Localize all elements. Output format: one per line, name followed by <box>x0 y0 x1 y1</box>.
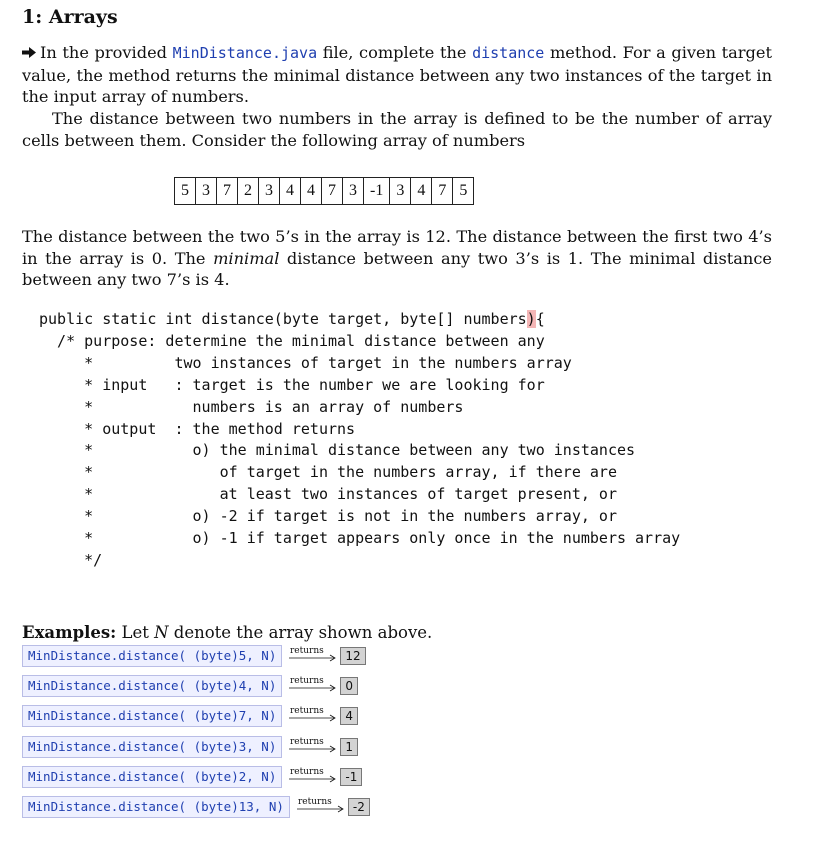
svg-text:returns: returns <box>290 676 325 686</box>
array-cell: 7 <box>322 178 343 205</box>
example-row <box>22 796 370 818</box>
definition-paragraph: The distance between two numbers in the array is defined to be the number of array cells between them. Consider the following array of numbers <box>22 109 772 150</box>
section-title: 1: Arrays <box>22 6 118 28</box>
array-cell: 7 <box>432 178 453 205</box>
intro-paragraph <box>22 42 772 108</box>
example-row <box>22 675 358 697</box>
svg-text:returns: returns <box>297 797 332 807</box>
examples-label: Examples: <box>22 623 117 642</box>
array-cell: 4 <box>411 178 432 205</box>
right-arrow-icon <box>22 42 36 64</box>
code-signature: public static int distance(byte target, byte[] numbers <box>39 310 527 328</box>
example-row <box>22 645 366 667</box>
example-call: MinDistance.distance( (byte)13, N) <box>22 796 290 818</box>
array-cell: 7 <box>217 178 238 205</box>
code-block <box>39 309 680 572</box>
array-cell: 3 <box>259 178 280 205</box>
file-name: MinDistance.java <box>172 44 318 62</box>
explanation-paragraph <box>22 226 772 291</box>
example-row <box>22 736 358 758</box>
array-cell: 3 <box>390 178 411 205</box>
example-result: -2 <box>348 798 370 816</box>
returns-arrow-icon <box>288 675 338 697</box>
example-call: MinDistance.distance( (byte)4, N) <box>22 675 282 697</box>
method-name: distance <box>472 44 545 62</box>
code-signature-brace: { <box>535 310 545 328</box>
example-call: MinDistance.distance( (byte)2, N) <box>22 766 282 788</box>
example-call: MinDistance.distance( (byte)7, N) <box>22 705 282 727</box>
array-cell: 4 <box>301 178 322 205</box>
returns-arrow-icon <box>288 766 338 788</box>
example-row <box>22 766 362 788</box>
example-result: 12 <box>340 647 365 665</box>
examples-text-1: Let <box>116 623 155 642</box>
returns-arrow-icon <box>288 736 338 758</box>
array-cell: 5 <box>453 178 474 205</box>
example-call: MinDistance.distance( (byte)5, N) <box>22 645 282 667</box>
code-highlight: ) <box>526 310 536 328</box>
example-result: 0 <box>340 677 358 695</box>
returns-arrow-icon <box>288 645 338 667</box>
explanation-text-2: distance between any two 3’s is 1. The minimal distance between any two 7’s is 4. <box>22 248 773 289</box>
intro-text-3: method. For a given target value, the method returns the minimal distance between any two instances of the target in the input array of numbers. <box>22 43 772 106</box>
array-row <box>175 178 474 205</box>
array-cell: 3 <box>196 178 217 205</box>
array-cell: 3 <box>343 178 364 205</box>
svg-text:returns: returns <box>290 737 325 747</box>
examples-text-2: denote the array shown above. <box>168 623 433 642</box>
examples-variable: N <box>154 623 169 642</box>
intro-text-1: In the provided <box>40 43 173 62</box>
array-cell: 2 <box>238 178 259 205</box>
returns-arrow-icon <box>288 705 338 727</box>
returns-arrow-icon <box>296 796 346 818</box>
code-comment: /* purpose: determine the minimal distance between any * two instances of target in the numbers array * input : target is the number we are looking for * numbers is an array of numbers * output : the method returns * o) the minimal distance between any two instances * of target in the numbers array, if there are * at least two instances of target present, or * o) -2 if target is not in the numbers array, or * o) -1 if target appears only once in the numbers array */ <box>57 331 681 569</box>
examples-heading <box>22 623 432 642</box>
explanation-text-1: The distance between the two 5’s in the array is 12. The distance between the first two 4’s in the array is 0. The <box>22 227 772 268</box>
array-cell: 5 <box>175 178 196 205</box>
array-cell: 4 <box>280 178 301 205</box>
array-table <box>174 177 474 205</box>
explanation-emphasis: minimal <box>213 248 280 268</box>
svg-text:returns: returns <box>290 706 325 716</box>
example-result: 1 <box>340 738 358 756</box>
example-row <box>22 705 358 727</box>
example-call: MinDistance.distance( (byte)3, N) <box>22 736 282 758</box>
array-cell: -1 <box>364 178 390 205</box>
intro-text-2: file, complete the <box>317 43 473 62</box>
svg-text:returns: returns <box>290 646 325 656</box>
svg-text:returns: returns <box>290 767 325 777</box>
example-result: -1 <box>340 768 362 786</box>
example-result: 4 <box>340 707 358 725</box>
